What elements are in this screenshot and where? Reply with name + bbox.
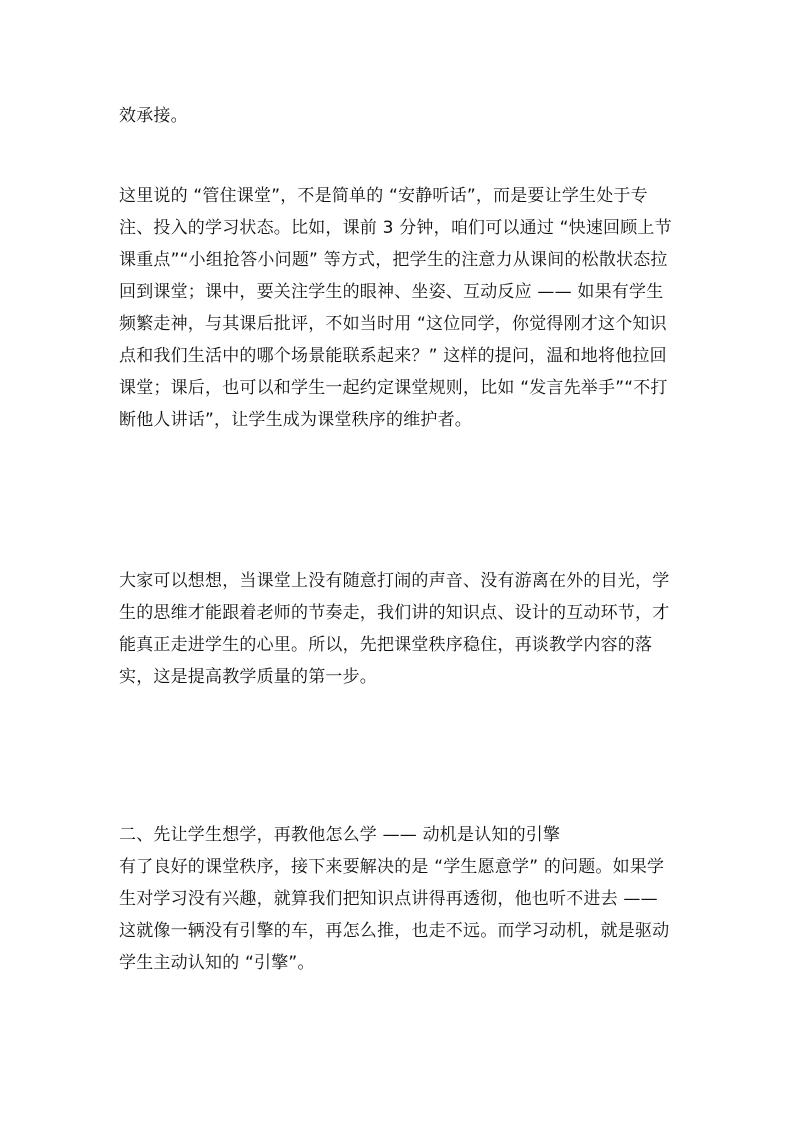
paragraph-classroom-management: 这里说的 “管住课堂”，不是简单的 “安静听话”，而是要让学生处于专注、投入的学习状态。比如，课前 3 分钟，咱们可以通过 “快速回顾上节课重点”“小组抢答小问题” 等方式，把学生的注意力从课间的松散状态拉回到课堂；课中，要关注学生的眼神、坐姿、互动反应 —— 如果有学生频繁走神，与其课后批评，不如当时用 “这位同学，你觉得刚才这个知识点和我们生活中的哪个场景能联系起来？” 这样的提问，温和地将他拉回课堂；课后，也可以和学生一起约定课堂规则，比如 “发言先举手”“不打断他人讲话”，让学生成为课堂秩序的维护者。 — [119, 186, 672, 430]
section-heading-2: 二、先让学生想学，再教他怎么学 —— 动机是认知的引擎 — [119, 825, 561, 845]
paragraph-continuation: 效承接。 — [119, 106, 188, 126]
paragraph-learning-motivation: 有了良好的课堂秩序，接下来要解决的是 “学生愿意学” 的问题。如果学生对学习没有兴趣，就算我们把知识点讲得再透彻，他也听不进去 —— 这就像一辆没有引擎的车，再怎么推，也走不远。而学习动机，就是驱动学生主动认知的 “引擎”。 — [119, 857, 670, 973]
paragraph-classroom-order-summary: 大家可以想想，当课堂上没有随意打闹的声音、没有游离在外的目光，学生的思维才能跟着老师的节奏走，我们讲的知识点、设计的互动环节，才能真正走进学生的心里。所以，先把课堂秩序稳住，再谈教学内容的落实，这是提高教学质量的第一步。 — [119, 571, 670, 687]
